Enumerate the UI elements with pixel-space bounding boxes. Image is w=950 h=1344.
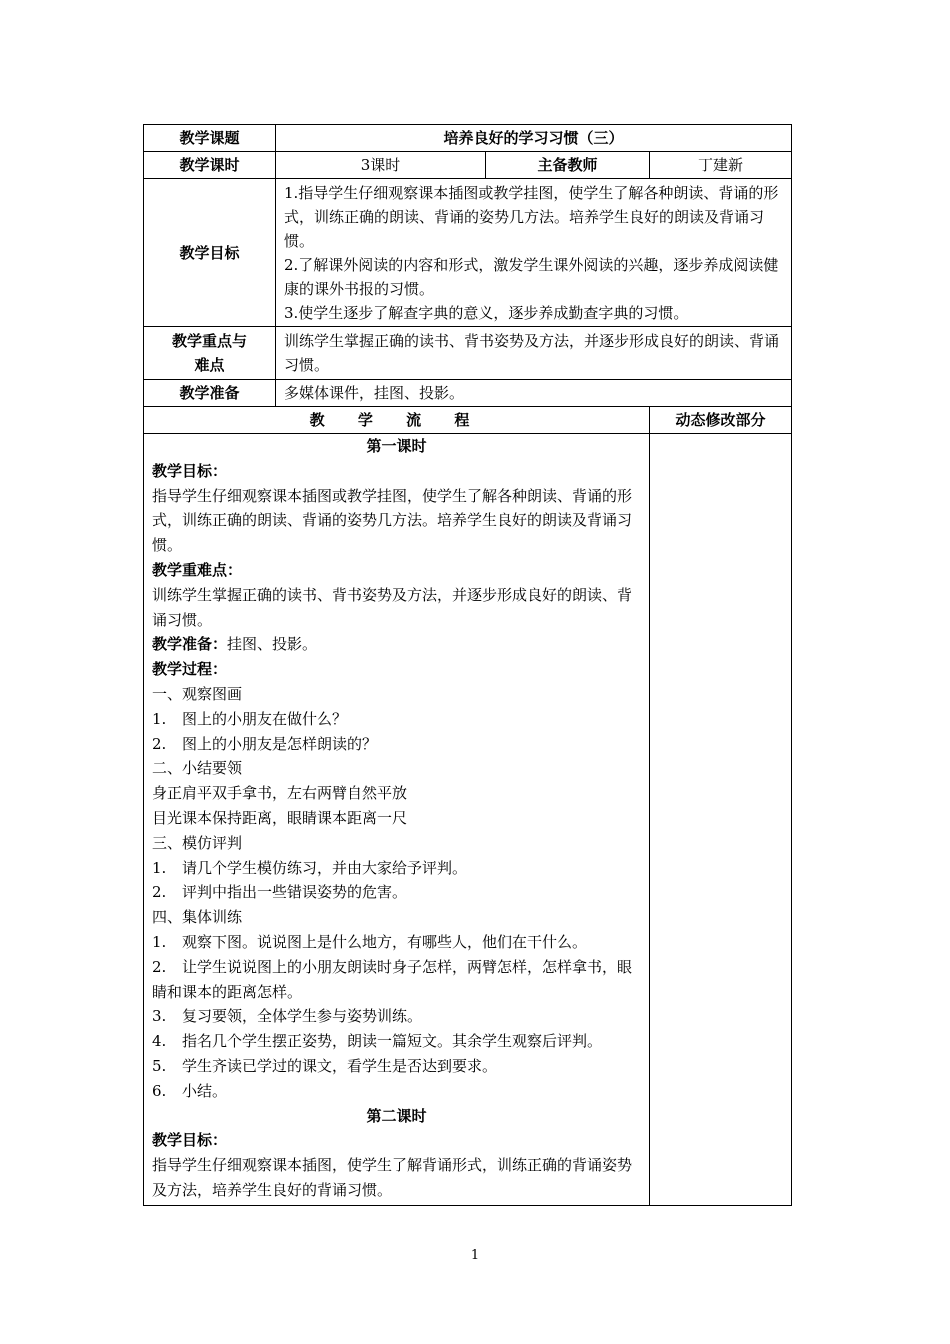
list-text: 图上的小朋友是怎样朗读的？ [182,734,378,753]
topic-label: 教学课题 [144,125,276,152]
list-text: 观察下图。说说图上是什么地方，有哪些人，他们在干什么。 [182,932,588,951]
list-text: 评判中指出一些错误姿势的危害。 [182,883,408,902]
summary-line: 目光课本保持距离，眼睛课本距离一尺 [152,808,408,827]
list-item [152,930,641,955]
list-text: 复习要领，全体学生参与姿势训练。 [182,1007,423,1026]
teacher-label: 主备教师 [486,152,650,179]
key-points-label-line1: 教学重点与 [171,332,247,350]
hours-row [144,152,792,179]
list-item [152,955,641,1005]
list-text: 小结。 [182,1081,228,1100]
prep-row [144,380,792,407]
prep-label: 教学准备 [144,380,276,407]
hours-label: 教学课时 [144,152,276,179]
section-title: 二、小结要领 [152,759,243,778]
list-item [152,880,641,905]
lesson1-goal-text: 指导学生仔细观察课本插图或教学挂图，使学生了解各种朗读、背诵的形式，训练正确的朗读、背诵的姿势几方法。培养学生良好的朗读及背诵习惯。 [152,486,633,555]
lesson1-goal-label: 教学目标： [152,461,228,480]
list-number: 2. [152,883,167,902]
list-item [152,1004,641,1029]
list-item [152,856,641,881]
goal-item: 1.指导学生仔细观察课本插图或教学挂图，使学生了解各种朗读、背诵的形式，训练正确的朗读、背诵的姿势几方法。培养学生良好的朗读及背诵习惯。 [284,183,779,250]
list-number: 2. [152,734,167,753]
list-item [152,1029,641,1054]
key-points-label-line2: 难点 [194,356,225,374]
teacher-value: 丁建新 [650,152,792,179]
topic-row [144,125,792,152]
dynamic-notes-cell [650,434,792,1206]
flow-header [144,407,650,434]
key-points-row [144,327,792,380]
section-title: 三、模仿评判 [152,833,243,852]
prep-value: 多媒体课件，挂图、投影。 [276,380,792,407]
list-item [152,1054,641,1079]
list-number: 2. [152,957,167,976]
list-text: 图上的小朋友在做什么？ [182,709,348,728]
flow-header-text: 教 学 流 程 [309,411,484,429]
list-number: 1. [152,932,167,951]
flow-body-row [144,434,792,1206]
list-text: 请几个学生模仿练习，并由大家给予评判。 [182,858,468,877]
goal-item: 2.了解课外阅读的内容和形式，激发学生课外阅读的兴趣，逐步养成阅读健康的课外书报的习惯。 [284,255,779,298]
page-number: 1 [470,1248,480,1263]
section-title: 一、观察图画 [152,684,243,703]
list-text: 指名几个学生摆正姿势，朗读一篇短文。其余学生观察后评判。 [182,1032,603,1051]
list-number: 3. [152,1007,167,1026]
lesson1-prep-text: 挂图、投影。 [227,635,318,654]
summary-line: 身正肩平双手拿书，左右两臂自然平放 [152,784,408,803]
goals-content [276,179,792,327]
list-number: 4. [152,1032,167,1051]
lesson1-prep-label: 教学准备： [152,635,228,654]
lesson1-process-label: 教学过程： [152,660,228,679]
list-text: 学生齐读已学过的课文，看学生是否达到要求。 [182,1056,498,1075]
flow-content [144,434,650,1206]
lesson2-goal-label: 教学目标： [152,1131,228,1150]
key-points-label [144,327,276,380]
list-item [152,1079,641,1104]
list-number: 1. [152,858,167,877]
lesson2-title: 第二课时 [366,1106,427,1125]
dynamic-header: 动态修改部分 [650,407,792,434]
key-points-value: 训练学生掌握正确的读书、背书姿势及方法，并逐步形成良好的朗读、背诵习惯。 [276,327,792,380]
list-number: 6. [152,1081,167,1100]
goals-label: 教学目标 [144,179,276,327]
goal-item: 3.使学生逐步了解查字典的意义，逐步养成勤查字典的习惯。 [284,303,689,322]
lesson-plan-table [143,124,792,1206]
lesson1-key-label: 教学重难点： [152,560,243,579]
lesson2-goal-text: 指导学生仔细观察课本插图，使学生了解背诵形式，训练正确的背诵姿势及方法，培养学生良好的背诵习惯。 [152,1156,633,1199]
list-text: 让学生说说图上的小朋友朗读时身子怎样，两臂怎样，怎样拿书，眼睛和课本的距离怎样。 [152,957,633,1001]
list-item [152,732,641,757]
list-number: 5. [152,1056,167,1075]
flow-header-row [144,407,792,434]
list-number: 1. [152,709,167,728]
lesson1-prep [152,632,641,657]
lesson1-key-text: 训练学生掌握正确的读书、背书姿势及方法，并逐步形成良好的朗读、背诵习惯。 [152,585,633,629]
hours-value: 3课时 [276,152,486,179]
topic-value: 培养良好的学习习惯（三） [276,125,792,152]
section-title: 四、集体训练 [152,908,243,927]
lesson1-title: 第一课时 [366,437,427,455]
goals-row [144,179,792,327]
list-item [152,707,641,732]
